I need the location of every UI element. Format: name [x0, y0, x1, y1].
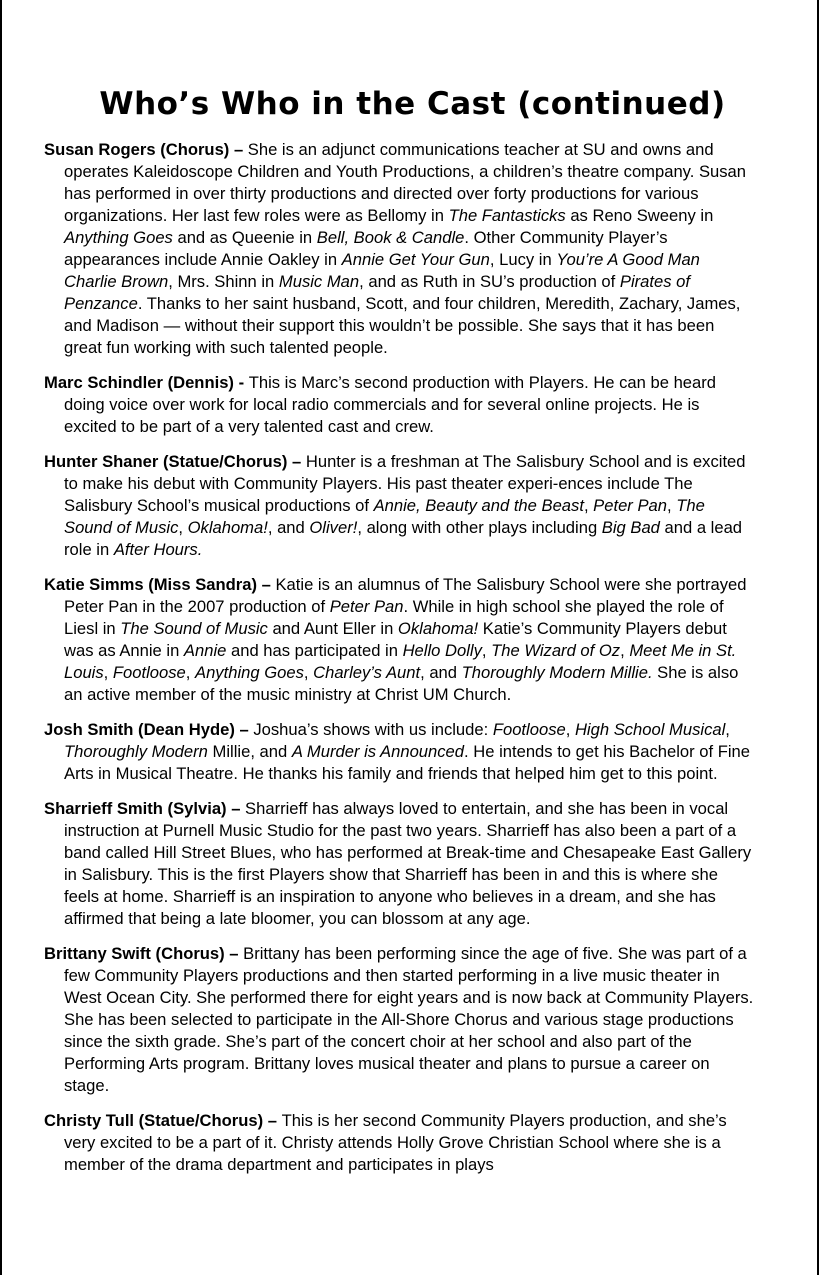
cast-bios	[44, 139, 756, 1189]
bio-text: . Thanks to her saint husband, Scott, and four children, Meredith, Zachary, James, and Madison — without their support this wouldn’t be possible. She says that it has been great fun working with such talented people.	[64, 294, 741, 357]
bio-text: , and	[267, 518, 310, 537]
production-title: Meet Me in St. Louis	[64, 641, 737, 682]
production-title: The Fantasticks	[448, 206, 566, 225]
production-title: Pirates of Penzance	[64, 272, 690, 313]
name-separator: –	[224, 944, 244, 963]
cast-bio	[44, 719, 756, 785]
cast-bio	[44, 451, 756, 561]
cast-bio	[44, 139, 756, 359]
production-title: Peter Pan	[593, 496, 667, 515]
bio-text: This is Marc’s second production with Players. He can be heard doing voice over work for local radio commercials and for several online projects. He is excited to be part of a very talented cast and crew.	[64, 373, 717, 436]
bio-text: and as Queenie in	[172, 228, 317, 247]
bio-text: . Other Community Player’s appearances include Annie Oakley in	[64, 228, 668, 269]
cast-member-name: Hunter Shaner (Statue/Chorus)	[44, 452, 288, 471]
production-title: Thoroughly Modern Millie.	[461, 663, 653, 682]
bio-text: Sharrieff has always loved to entertain, and she has been in vocal instruction at Purnell Music Studio for the past two years. Sharrieff has also been a part of a band called Hill Street Blues, who has performed at Break-time and Chesapeake East Gallery in Salisbury. This is the first Players show that Sharrieff has been in and this is where she feels at home. Sharrieff is an inspiration to anyone who believes in a dream, and she has affirmed that being a late bloomer, you can blossom at any age.	[64, 799, 752, 928]
production-title: You’re A Good Man Charlie Brown	[64, 250, 700, 291]
bio-text: , and as Ruth in SU’s production of	[359, 272, 620, 291]
cast-member-name: Brittany Swift (Chorus)	[44, 944, 225, 963]
bio-text: ,	[103, 663, 113, 682]
production-title: The Wizard of Oz	[491, 641, 621, 660]
cast-member-name: Marc Schindler (Dennis)	[44, 373, 234, 392]
page-border-left	[0, 0, 2, 1275]
name-separator: –	[257, 575, 276, 594]
production-title: Annie	[183, 641, 227, 660]
production-title: Oklahoma!	[397, 619, 479, 638]
cast-bio	[44, 798, 756, 930]
production-title: Oliver!	[309, 518, 358, 537]
production-title: Footloose	[112, 663, 186, 682]
production-title: Oklahoma!	[187, 518, 268, 537]
bio-text: ,	[666, 496, 677, 515]
bio-text: , and	[420, 663, 462, 682]
bio-text: ,	[178, 518, 188, 537]
bio-text: Millie, and	[207, 742, 292, 761]
bio-text: , along with other plays including	[357, 518, 602, 537]
bio-text: . He intends to get his Bachelor of Fine Arts in Musical Theatre. He thanks his family and friends that helped him get to this point.	[64, 742, 750, 783]
production-title: Footloose	[492, 720, 566, 739]
name-separator: –	[263, 1111, 282, 1130]
cast-bio	[44, 943, 756, 1097]
bio-text: ,	[303, 663, 314, 682]
bio-text: This is her second Community Players production, and she’s very excited to be a part of it. Christy attends Holly Grove Christian School where she is a member of the drama department and participates in plays	[64, 1111, 727, 1174]
bio-text: and a lead role in	[64, 518, 743, 559]
bio-text: ,	[620, 641, 630, 660]
production-title: Peter Pan	[329, 597, 404, 616]
cast-member-name: Christy Tull (Statue/Chorus)	[44, 1111, 264, 1130]
cast-bio	[44, 372, 756, 438]
cast-member-name: Susan Rogers (Chorus)	[44, 140, 230, 159]
cast-bio	[44, 574, 756, 706]
cast-bio	[44, 1110, 756, 1176]
production-title: Thoroughly Modern	[64, 742, 208, 761]
bio-text: and has participated in	[226, 641, 403, 660]
bio-text: Brittany has been performing since the age of five. She was part of a few Community Players productions and then started performing in a live music theater in West Ocean City. She performed there for eight years and is now back at Community Players. She has been selected to participate in the All-Shore Chorus and various stage productions since the sixth grade. She’s part of the concert choir at her school and also part of the Performing Arts program. Brittany loves musical theater and plans to pursue a career on stage.	[64, 944, 754, 1095]
bio-text: as Reno Sweeny in	[565, 206, 714, 225]
bio-text: ,	[725, 720, 730, 739]
name-separator: –	[287, 452, 306, 471]
production-title: Anything Goes	[195, 663, 304, 682]
production-title: Bell, Book & Candle	[316, 228, 465, 247]
production-title: Anything Goes	[64, 228, 173, 247]
bio-text: , Mrs. Shinn in	[168, 272, 279, 291]
production-title: Hello Dolly	[402, 641, 482, 660]
bio-text: Joshua’s shows with us include:	[253, 720, 493, 739]
name-separator: –	[226, 799, 246, 818]
production-title: After Hours.	[113, 540, 203, 559]
bio-text: Hunter is a freshman at The Salisbury School and is excited to make his debut with Community Players. His past theater experi-ences include The Salisbury School’s musical productions of	[64, 452, 746, 515]
bio-text: Katie’s Community Players debut was as Annie in	[64, 619, 727, 660]
production-title: The Sound of Music	[64, 496, 705, 537]
production-title: Big Bad	[601, 518, 660, 537]
bio-text: She is an adjunct communications teacher at SU and owns and operates Kaleidoscope Children and Youth Productions, a children’s theatre company. Susan has performed in over thirty productions and directed over forty productions for various organizations. Her last few roles were as Bellomy in	[64, 140, 747, 225]
production-title: Music Man	[278, 272, 360, 291]
cast-member-name: Katie Simms (Miss Sandra)	[44, 575, 258, 594]
bio-text: ,	[583, 496, 594, 515]
page-title: Who’s Who in the Cast (continued)	[99, 86, 726, 122]
name-separator: –	[229, 140, 248, 159]
production-title: High School Musical	[574, 720, 726, 739]
page-border-right	[817, 0, 819, 1275]
bio-text: . While in high school she played the role of Liesl in	[64, 597, 724, 638]
name-separator: -	[233, 373, 249, 392]
production-title: Charley’s Aunt	[313, 663, 421, 682]
cast-member-name: Josh Smith (Dean Hyde)	[44, 720, 235, 739]
bio-text: She is also an active member of the music ministry at Christ UM Church.	[64, 663, 739, 704]
bio-text: and Aunt Eller in	[267, 619, 398, 638]
bio-text: ,	[481, 641, 492, 660]
production-title: Annie Get Your Gun	[341, 250, 490, 269]
production-title: A Murder is Announced	[291, 742, 465, 761]
bio-text: Katie is an alumnus of The Salisbury School were she portrayed Peter Pan in the 2007 production of	[64, 575, 747, 616]
production-title: Annie, Beauty and the Beast	[373, 496, 584, 515]
bio-text: , Lucy in	[489, 250, 557, 269]
production-title: The Sound of Music	[120, 619, 268, 638]
name-separator: –	[234, 720, 254, 739]
bio-text: ,	[565, 720, 575, 739]
bio-text: ,	[185, 663, 196, 682]
cast-member-name: Sharrieff Smith (Sylvia)	[44, 799, 227, 818]
